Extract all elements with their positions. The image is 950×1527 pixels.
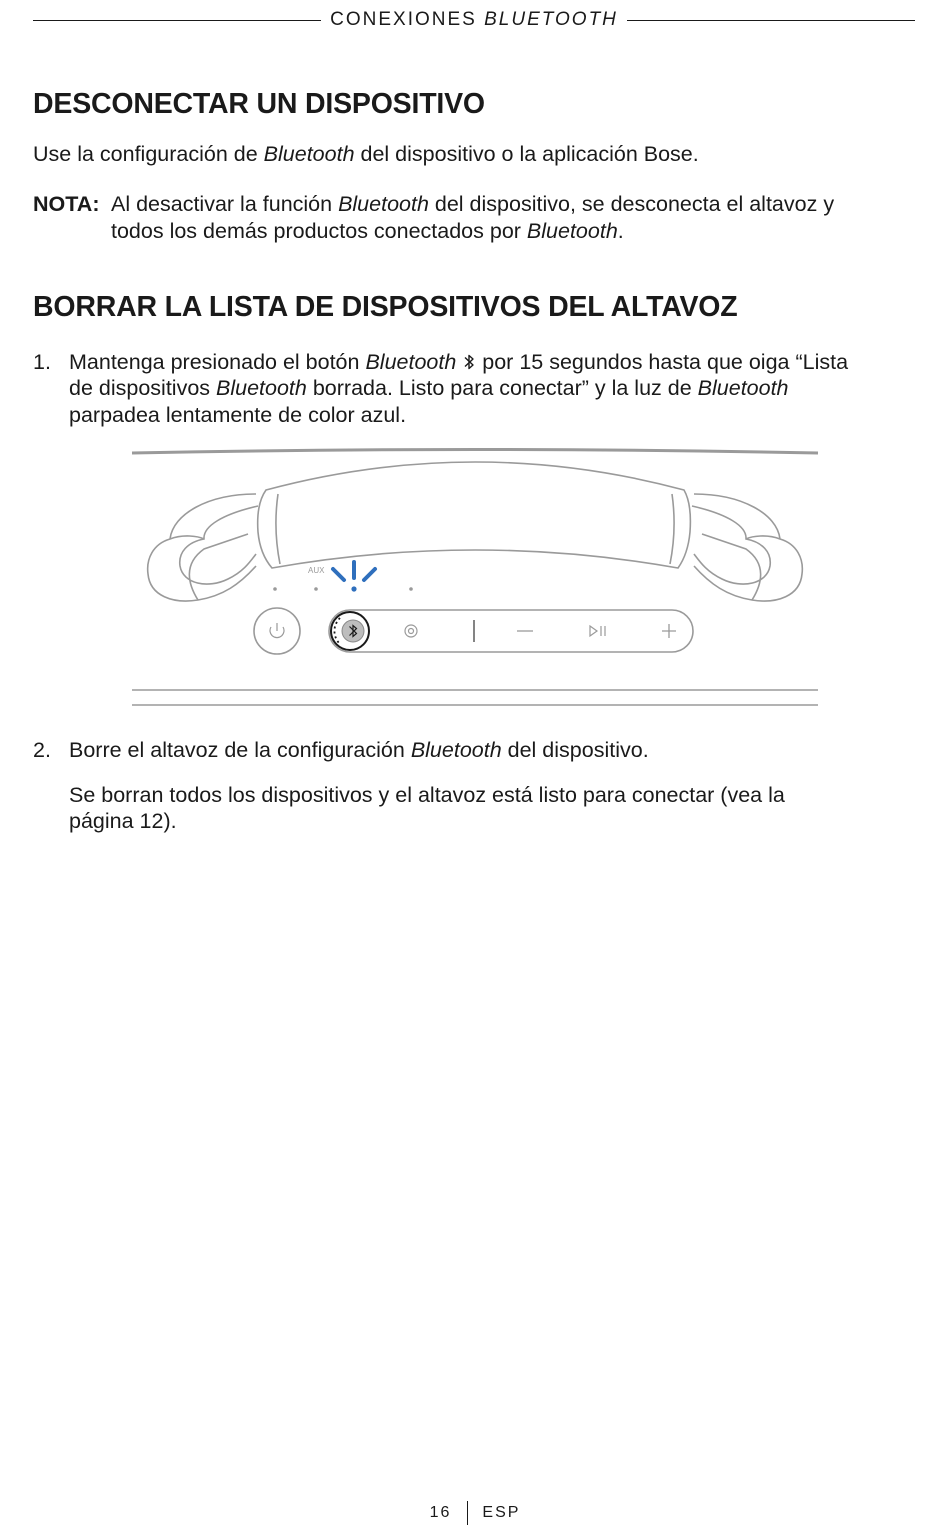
step-2-sub-line-2: página 12).	[69, 809, 177, 833]
led-dot-4	[409, 587, 413, 591]
footer-separator	[467, 1501, 468, 1525]
page-number: 16	[429, 1504, 452, 1521]
note-label: NOTA:	[33, 192, 100, 216]
header-rule-right	[627, 20, 915, 21]
disconnect-paragraph: Use la configuración de Bluetooth del dispositivo o la aplicación Bose.	[33, 142, 699, 166]
note-line-1: Al desactivar la función Bluetooth del dispositivo, se desconecta el altavoz y	[111, 192, 835, 216]
note-line-2: todos los demás productos conectados por Bluetooth.	[111, 219, 624, 243]
aux-label: AUX	[308, 566, 325, 575]
bluetooth-icon	[462, 352, 476, 372]
step-2-number: 2.	[33, 738, 51, 762]
bluetooth-led-blinking	[333, 562, 375, 580]
page-footer	[0, 1499, 950, 1527]
header-rule-left	[33, 20, 321, 21]
volume-up-button	[662, 624, 676, 638]
section-heading-disconnect: DESCONECTAR UN DISPOSITIVO	[33, 88, 485, 120]
language-code: ESP	[482, 1504, 521, 1521]
step-1-line-1: Mantenga presionado el botón Bluetooth por 15 segundos hasta que oiga “Lista	[69, 350, 849, 374]
step-1-line-2: de dispositivos Bluetooth borrada. Listo para conectar” y la luz de Bluetooth	[69, 376, 789, 400]
led-dot-1	[273, 587, 277, 591]
step-2-line-1: Borre el altavoz de la configuración Bluetooth del dispositivo.	[69, 738, 649, 762]
led-dot-aux	[314, 587, 318, 591]
button-bar	[329, 610, 693, 652]
step-1-number: 1.	[33, 350, 51, 374]
section-heading-clear-list: BORRAR LA LISTA DE DISPOSITIVOS DEL ALTAVOZ	[33, 291, 738, 323]
header-title: CONEXIONES BLUETOOTH	[330, 9, 618, 30]
step-2-sub-line-1: Se borran todos los dispositivos y el altavoz está listo para conectar (vea la	[69, 783, 785, 807]
left-strap	[148, 494, 258, 601]
speaker-illustration	[128, 444, 822, 710]
step-1-line-3: parpadea lentamente de color azul.	[69, 403, 407, 427]
top-edge-line	[132, 450, 818, 454]
right-strap	[692, 494, 802, 601]
speaker-handle	[258, 462, 691, 568]
page-header	[33, 6, 915, 34]
voice-button	[405, 625, 417, 637]
play-pause-button	[590, 626, 605, 636]
